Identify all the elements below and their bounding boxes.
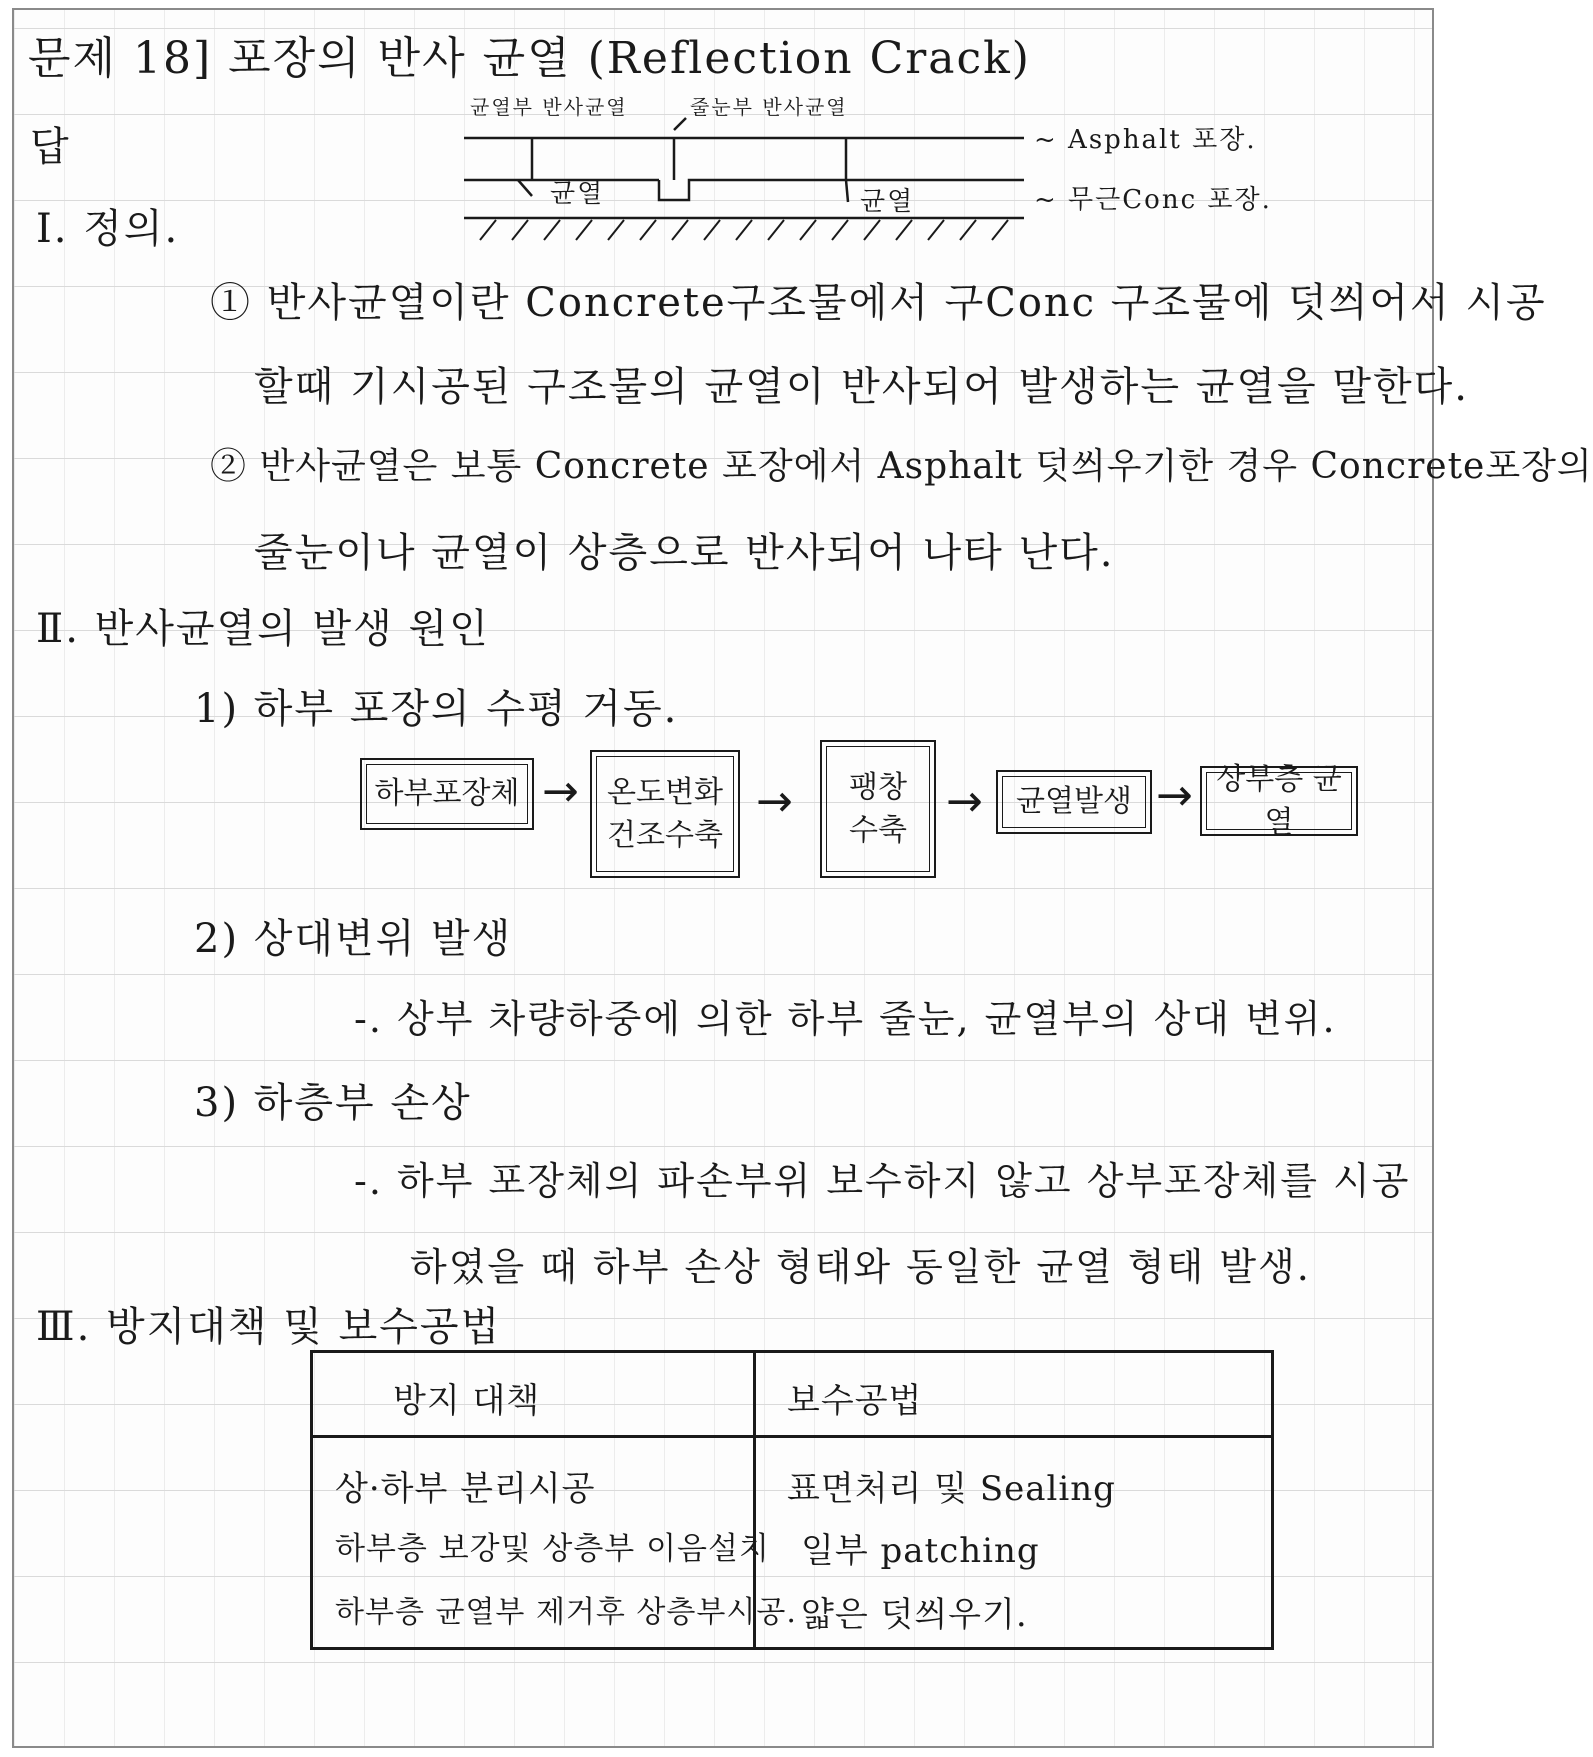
- prevention-repair-table: [310, 1350, 1274, 1650]
- answer-sheet: [12, 8, 1593, 1748]
- reflection-crack-diagram: [464, 100, 1024, 250]
- flow-box-crack-occurrence: 균열발생: [996, 770, 1152, 834]
- table-cell-prevention-2: 하부층 보강및 상층부 이음설치: [335, 1531, 770, 1567]
- definition-1-line-2: 할때 기시공된 구조물의 균열이 반사되어 발생하는 균열을 말한다.: [254, 364, 1469, 410]
- cause-1-heading: 1) 하부 포장의 수평 거동.: [194, 686, 679, 732]
- definition-2-line-2: 줄눈이나 균열이 상층으로 반사되어 나타 난다.: [254, 530, 1115, 576]
- cause-3-heading: 3) 하층부 손상: [194, 1080, 472, 1126]
- label-joint-reflection: 줄눈부 반사균열: [690, 95, 848, 119]
- table-header-repair: 보수공법: [787, 1381, 923, 1421]
- section-2-heading: Ⅱ. 반사균열의 발생 원인: [36, 606, 490, 652]
- table-cell-repair-1: 표면처리 및 Sealing: [787, 1469, 1116, 1509]
- section-3-heading: Ⅲ. 방지대책 및 보수공법: [36, 1304, 502, 1350]
- cause-2-heading: 2) 상대변위 발생: [194, 916, 513, 962]
- definition-1-line-1: ① 반사균열이란 Concrete구조물에서 구Conc 구조물에 덧씌어서 시공: [210, 280, 1547, 326]
- cause-3-line-1: -. 하부 포장체의 파손부위 보수하지 않고 상부포장체를 시공: [354, 1159, 1411, 1203]
- page-title: 문제 18] 포장의 반사 균열 (Reflection Crack): [28, 33, 1031, 84]
- flow-arrow-icon: →: [542, 766, 579, 817]
- cause-2-detail: -. 상부 차량하중에 의한 하부 줄눈, 균열부의 상대 변위.: [354, 997, 1337, 1041]
- table-cell-prevention-3: 하부층 균열부 제거후 상층부시공.: [335, 1595, 797, 1630]
- label-crack-reflection: 균열부 반사균열: [470, 95, 628, 119]
- flow-arrow-icon: →: [756, 776, 793, 827]
- flow-box-upper-layer-crack: 상부층 균열: [1200, 766, 1358, 836]
- label-crack-left: 균열: [550, 179, 605, 209]
- label-asphalt-pavement: ~ Asphalt 포장.: [1034, 125, 1257, 155]
- flow-arrow-icon: →: [946, 776, 983, 827]
- table-header-prevention: 방지 대책: [393, 1381, 541, 1421]
- table-cell-prevention-1: 상·하부 분리시공: [335, 1469, 596, 1509]
- flow-box-temperature-drying: 온도변화 건조수축: [590, 750, 740, 878]
- table-header-divider: [313, 1435, 1271, 1438]
- table-cell-repair-3: 얇은 덧씌우기.: [801, 1595, 1028, 1635]
- flow-box-expansion-contraction: 팽창 수축: [820, 740, 936, 878]
- section-1-heading: Ⅰ. 정의.: [36, 206, 180, 252]
- label-crack-right: 균열: [860, 187, 915, 217]
- answer-label: 답: [30, 124, 71, 170]
- definition-2-line-1: ② 반사균열은 보통 Concrete 포장에서 Asphalt 덧씌우기한 경우 Concrete포장의: [210, 446, 1593, 487]
- label-concrete-pavement: ~ 무근Conc 포장.: [1034, 185, 1272, 215]
- table-cell-repair-2: 일부 patching: [801, 1531, 1040, 1571]
- flow-arrow-icon: →: [1156, 770, 1193, 821]
- cause-3-line-2: 하였을 때 하부 손상 형태와 동일한 균열 형태 발생.: [410, 1245, 1311, 1289]
- flow-box-lower-pavement: 하부포장체: [360, 758, 534, 830]
